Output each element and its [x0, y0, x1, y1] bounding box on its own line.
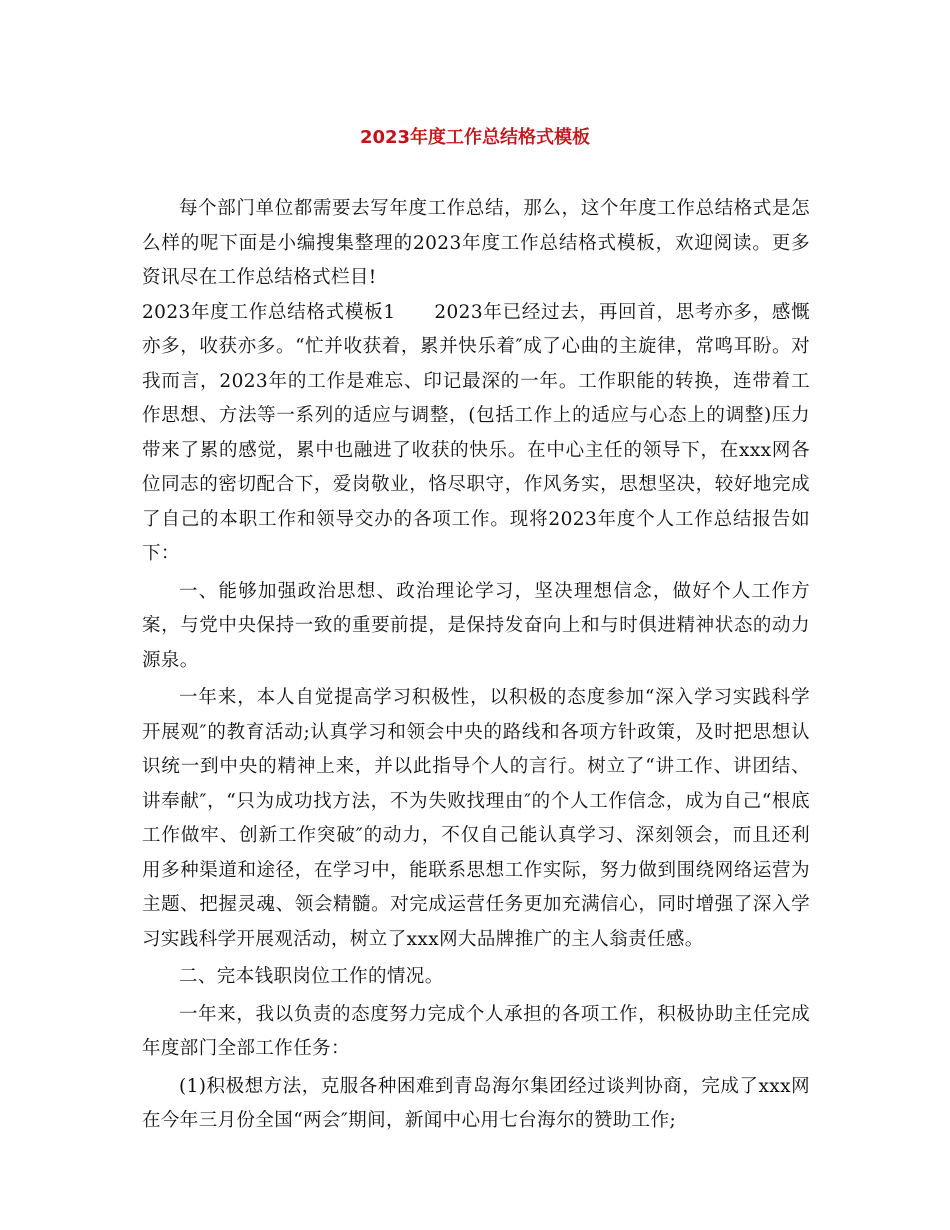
- section-1-paragraph: 2023年度工作总结格式模板1 2023年已经过去，再回首，思考亦多，感慨亦多，收获亦多。“忙并收获着，累并快乐着″成了心曲的主旋律，常鸣耳盼。对我而言，2023年的工作是难忘、印记最深的一年。工作职能的转换，连带着工作思想、方法等一系列的适应与调整，(包括工作上的适应与心态上的调整)压力带来了累的感觉，累中也融进了收获的快乐。在中心主任的领导下，在xxx网各位同志的密切配合下，爱岗敬业，恪尽职守，作风务实，思想坚决，较好地完成了自己的本职工作和领导交办的各项工作。现将2023年度个人工作总结报告如下：: [142, 301, 810, 564]
- document-body: [142, 192, 810, 1139]
- study-paragraph: 一年来，本人自觉提高学习积极性，以积极的态度参加“深入学习实践科学开展观″的教育活动;认真学习和领会中央的路线和各项方针政策，及时把思想认识统一到中央的精神上来，并以此指导个人的言行。树立了“讲工作、讲团结、讲奉献″，“只为成功找方法，不为失败找理由″的个人工作信念，成为自己“根底工作做牢、创新工作突破″的动力，不仅自己能认真学习、深刻领会，而且还利用多种渠道和途径，在学习中，能联系思想工作实际，努力做到围绕网络运营为主题、把握灵魂、领会精髓。对完成运营任务更加充满信心，同时增强了深入学习实践科学开展观活动，树立了xxx网大品牌推广的主人翁责任感。: [142, 687, 810, 950]
- work-paragraph: 一年来，我以负责的态度努力完成个人承担的各项工作，积极协助主任完成年度部门全部工作任务：: [142, 1003, 810, 1059]
- document-title: 2023年度工作总结格式模板: [359, 127, 591, 148]
- point-one-heading: 一、能够加强政治思想、政治理论学习，坚决理想信念，做好个人工作方案，与党中央保持一致的重要前提，是保持发奋向上和与时俱进精神状态的动力源泉。: [142, 580, 810, 671]
- point-two-heading: 二、完本钱职岗位工作的情况。: [179, 966, 444, 987]
- item-1-paragraph: (1)积极想方法，克服各种困难到青岛海尔集团经过谈判协商，完成了xxx网在今年三月份全国“两会″期间，新闻中心用七台海尔的赞助工作;: [142, 1075, 810, 1131]
- intro-paragraph: 每个部门单位都需要去写年度工作总结，那么，这个年度工作总结格式是怎么样的呢下面是小编搜集整理的2023年度工作总结格式模板，欢迎阅读。更多资讯尽在工作总结格式栏目!: [142, 198, 810, 288]
